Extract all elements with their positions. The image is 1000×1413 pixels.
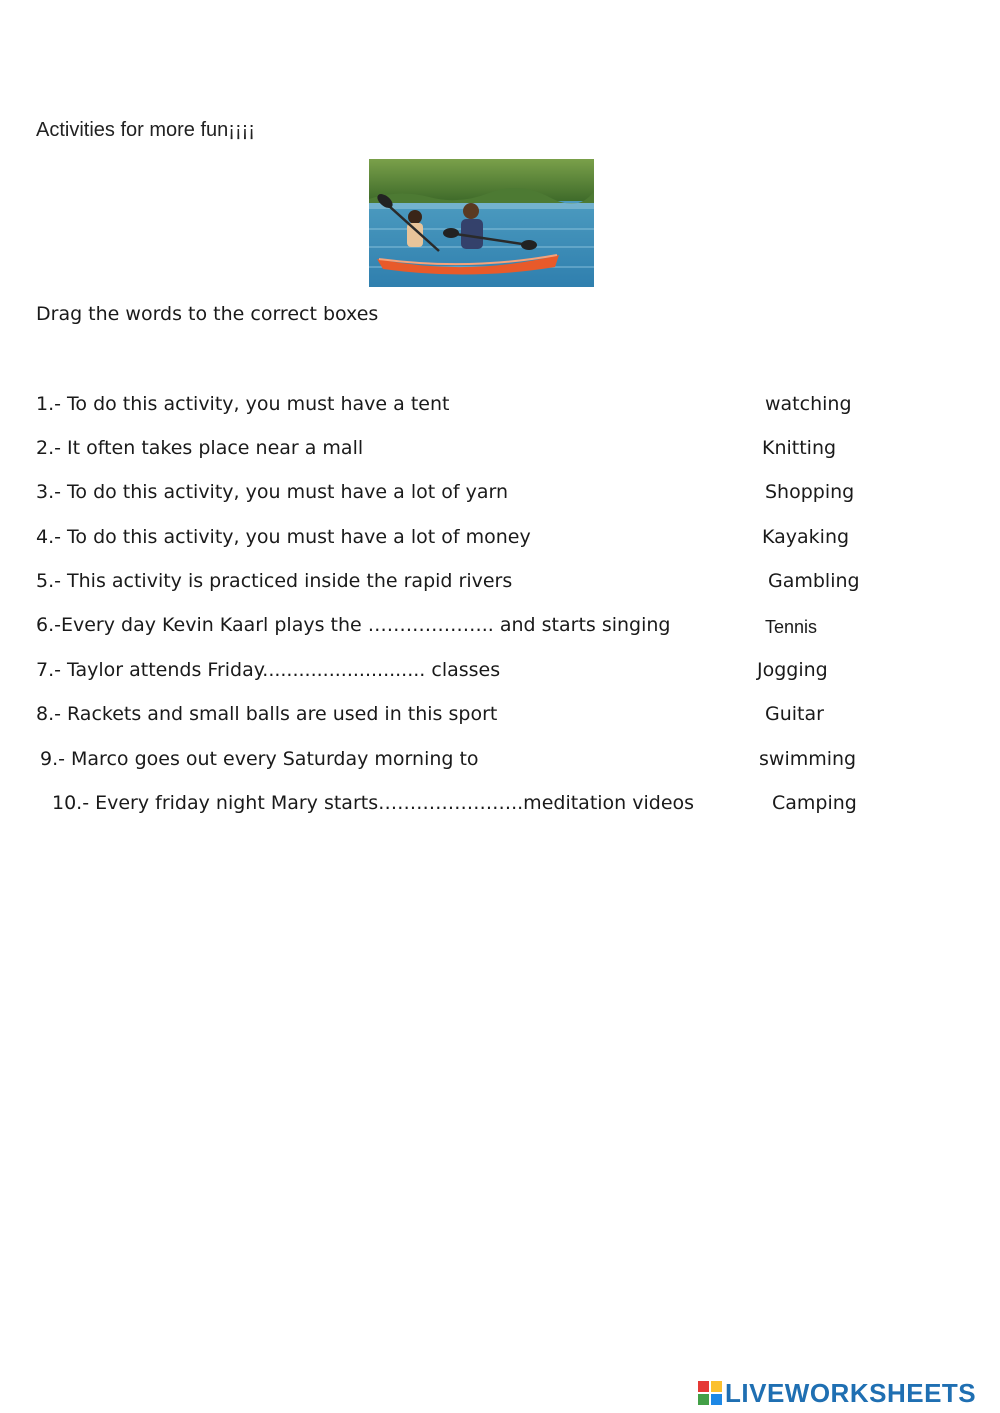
liveworksheets-brand — [698, 1378, 976, 1408]
word-kayaking[interactable]: Kayaking — [762, 526, 850, 548]
brand-name: LIVEWORKSHEETS — [725, 1377, 977, 1408]
word-jogging[interactable]: Jogging — [757, 659, 828, 681]
word-tennis[interactable]: Tennis — [765, 617, 818, 637]
liveworksheets-logo-icon — [698, 1381, 722, 1405]
kayak-photo — [369, 159, 594, 287]
question-1: 1.- To do this activity, you must have a tent — [36, 393, 450, 415]
word-shopping[interactable]: Shopping — [765, 481, 855, 503]
word-guitar[interactable]: Guitar — [765, 703, 824, 725]
question-9: 9.- Marco goes out every Saturday morning to — [40, 748, 479, 770]
word-camping[interactable]: Camping — [772, 792, 857, 814]
question-2: 2.- It often takes place near a mall — [36, 437, 364, 459]
worksheet-title: Activities for more fun¡¡¡¡ — [36, 119, 255, 141]
word-watching[interactable]: watching — [765, 393, 852, 415]
question-4: 4.- To do this activity, you must have a lot of money — [36, 526, 531, 548]
instructions-text: Drag the words to the correct boxes — [36, 303, 379, 325]
word-knitting[interactable]: Knitting — [762, 437, 837, 459]
question-3: 3.- To do this activity, you must have a lot of yarn — [36, 481, 508, 503]
word-gambling[interactable]: Gambling — [768, 570, 860, 592]
question-6: 6.-Every day Kevin Kaarl plays the ……………….. and starts singing — [36, 614, 671, 636]
question-8: 8.- Rackets and small balls are used in this sport — [36, 703, 498, 725]
question-10: 10.- Every friday night Mary starts…………………..meditation videos — [52, 792, 695, 814]
word-swimming[interactable]: swimming — [759, 748, 857, 770]
question-7: 7.- Taylor attends Friday........................... classes — [36, 659, 501, 681]
question-5: 5.- This activity is practiced inside the rapid rivers — [36, 570, 513, 592]
